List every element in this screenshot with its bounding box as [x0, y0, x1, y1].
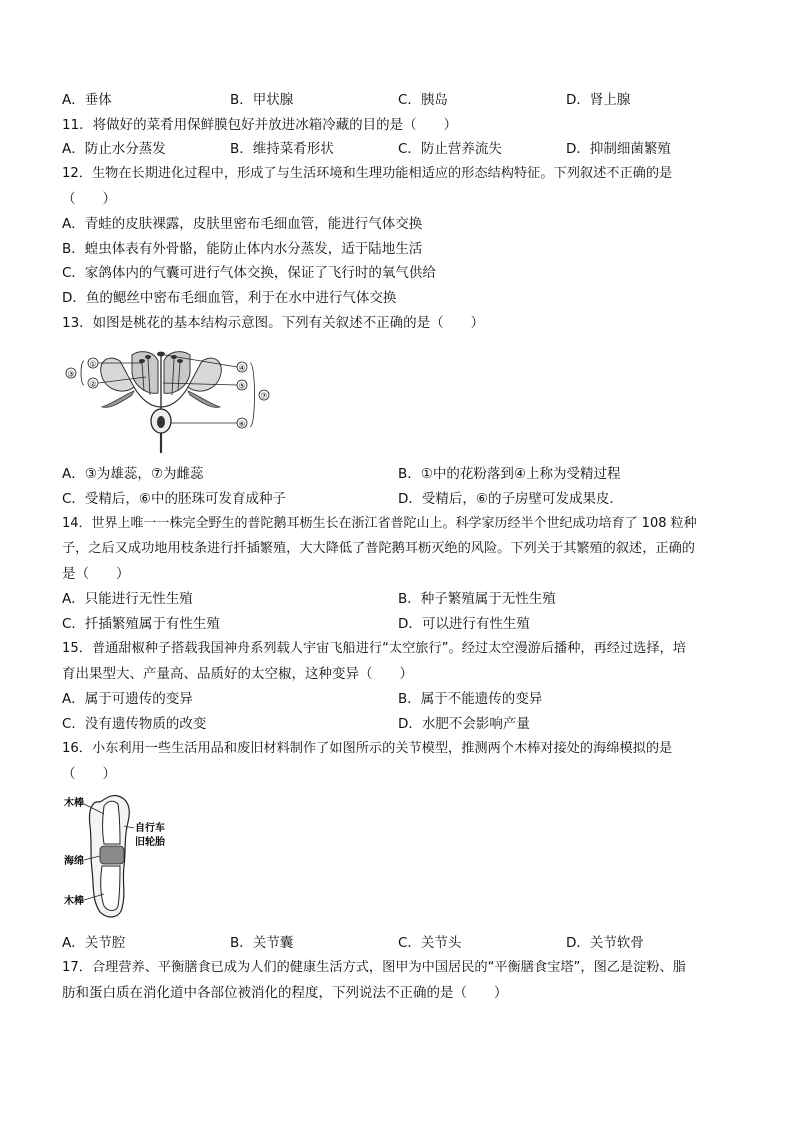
q16-option-a: A．关节腔 [62, 935, 126, 951]
q16-option-b: B．关节囊 [230, 935, 294, 951]
q16-option-d: D．关节软骨 [566, 935, 644, 951]
label-4: ④ [238, 363, 246, 373]
q15-option-d: D．水肥不会影响产量 [398, 716, 530, 732]
q13-option-c: C．受精后，⑥中的胚珠可发育成种子 [62, 491, 287, 507]
q17-stem-line1: 17．合理营养、平衡膳食已成为人们的健康生活方式，图甲为中国居民的“平衡膳食宝塔”，图乙是淀粉、脂 [62, 960, 686, 975]
label-6: ⑥ [238, 419, 246, 429]
q16-stem-line1: 16．小东利用一些生活用品和废旧材料制作了如图所示的关节模型，推测两个木棒对接处的海绵模拟的是 [62, 741, 673, 756]
label-1: ① [89, 359, 97, 369]
tire-label-line2: 旧轮胎 [135, 837, 165, 848]
sponge-label: 海绵 [64, 856, 84, 867]
q13-option-a: A．③为雄蕊，⑦为雌蕊 [62, 466, 204, 482]
label-3: ③ [67, 369, 75, 379]
q17-stem-line2: 肪和蛋白质在消化道中各部位被消化的程度，下列说法不正确的是（ ） [62, 985, 508, 1001]
q15-stem-line2: 育出果型大、产量高、品质好的太空椒，这种变异（ ） [62, 666, 413, 682]
q11-option-a: A．防止水分蒸发 [62, 141, 166, 157]
q10-option-b: B．甲状腺 [230, 92, 294, 108]
q13-stem: 13．如图是桃花的基本结构示意图。下列有关叙述不正确的是（ ） [62, 315, 485, 331]
q10-option-a: A．垂体 [62, 92, 112, 108]
q11-option-c: C．防止营养流失 [398, 141, 502, 157]
q11-option-b: B．维持菜肴形状 [230, 141, 334, 157]
q14-stem-line3: 是（ ） [62, 566, 130, 582]
q13-option-d: D．受精后，⑥的子房壁可发成果皮． [398, 491, 623, 507]
q10-option-d: D．肾上腺 [566, 92, 631, 108]
peach-flower-diagram [62, 343, 272, 455]
joint-model-diagram [62, 790, 172, 922]
q11-option-d: D．抑制细菌繁殖 [566, 141, 671, 157]
q15-stem-line1: 15．普通甜椒种子搭载我国神舟系列载人宇宙飞船进行“太空旅行”。经过太空漫游后播种，再经过选择，培 [62, 641, 686, 656]
top-stick-label: 木棒 [64, 798, 84, 809]
q12-option-c: C．家鸽体内的气囊可进行气体交换，保证了飞行时的氧气供给 [62, 265, 436, 281]
label-5: ⑤ [238, 381, 246, 391]
q12-stem-line1: 12．生物在长期进化过程中，形成了与生活环境和生理功能相适应的形态结构特征。下列叙述不正确的是 [62, 166, 673, 181]
q12-option-b: B．蝗虫体表有外骨骼，能防止体内水分蒸发，适于陆地生活 [62, 241, 423, 257]
label-2: ② [89, 379, 97, 389]
q14-option-d: D．可以进行有性生殖 [398, 616, 530, 632]
q14-option-a: A．只能进行无性生殖 [62, 591, 193, 607]
q16-option-c: C．关节头 [398, 935, 462, 951]
bottom-stick-label: 木棒 [64, 896, 84, 907]
q14-stem-line2: 子，之后又成功地用枝条进行扦插繁殖，大大降低了普陀鹅耳枥灭绝的风险。下列关于其繁殖的叙述，正确的 [62, 541, 695, 556]
q15-option-b: B．属于不能遗传的变异 [398, 691, 543, 707]
q12-option-a: A．青蛙的皮肤裸露，皮肤里密布毛细血管，能进行气体交换 [62, 216, 423, 232]
q12-stem-line2: （ ） [62, 191, 116, 207]
q16-stem-line2: （ ） [62, 766, 116, 782]
q14-option-c: C．扦插繁殖属于有性生殖 [62, 616, 220, 632]
q14-option-b: B．种子繁殖属于无性生殖 [398, 591, 556, 607]
q15-option-c: C．没有遗传物质的改变 [62, 716, 207, 732]
label-7: ⑦ [260, 391, 268, 401]
q13-option-b: B．①中的花粉落到④上称为受精过程 [398, 466, 621, 482]
q14-stem-line1: 14．世界上唯一一株完全野生的普陀鹅耳枥生长在浙江省普陀山上。科学家历经半个世纪成功培育了 108 粒种 [62, 516, 697, 531]
q12-option-d: D．鱼的鳃丝中密布毛细血管，利于在水中进行气体交换 [62, 290, 397, 306]
q10-option-c: C．胰岛 [398, 92, 448, 108]
tire-label-line1: 自行车 [135, 823, 165, 834]
q11-stem: 11．将做好的菜肴用保鲜膜包好并放进冰箱冷藏的目的是（ ） [62, 117, 458, 133]
q15-option-a: A．属于可遗传的变异 [62, 691, 193, 707]
